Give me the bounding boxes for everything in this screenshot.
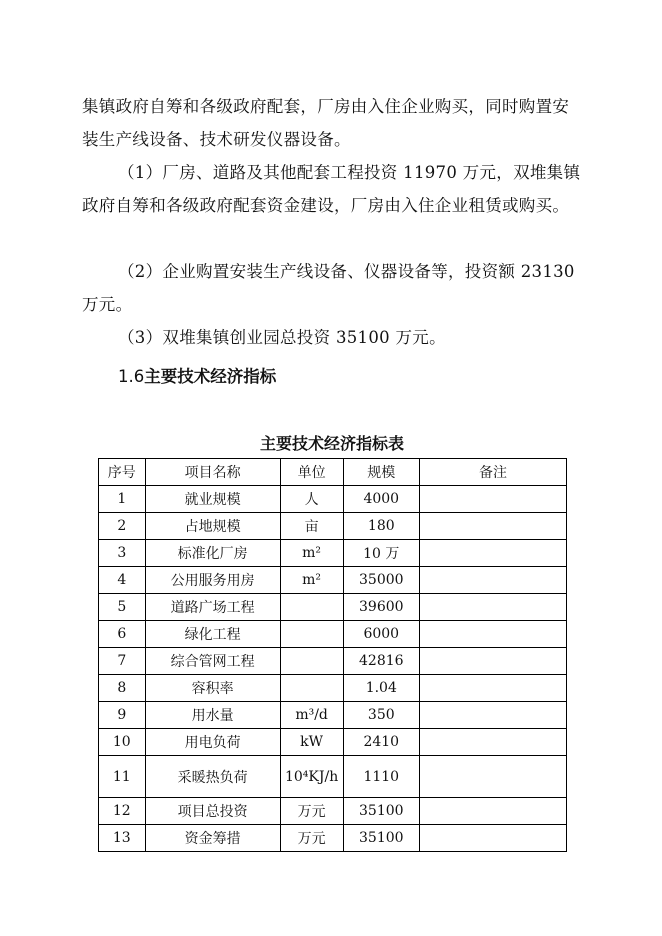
table-row	[99, 594, 567, 621]
cell-index: 4	[99, 567, 146, 594]
cell-index: 2	[99, 513, 146, 540]
cell-item-name: 标准化厂房	[145, 540, 280, 567]
cell-scale: 6000	[343, 621, 420, 648]
cell-unit	[280, 594, 343, 621]
paragraph-item-3: （3）双堆集镇创业园总投资 35100 万元。	[118, 328, 446, 347]
cell-remarks	[420, 675, 567, 702]
cell-unit	[280, 621, 343, 648]
cell-remarks	[420, 621, 567, 648]
table-row	[99, 756, 567, 798]
cell-item-name: 公用服务用房	[145, 567, 280, 594]
cell-unit: 人	[280, 486, 343, 513]
cell-index: 12	[99, 798, 146, 825]
cell-unit: 亩	[280, 513, 343, 540]
table-row	[99, 648, 567, 675]
header-remarks: 备注	[420, 459, 567, 486]
cell-remarks	[420, 825, 567, 852]
paragraph-intro: 集镇政府自筹和各级政府配套，厂房由入住企业购买，同时购置安装生产线设备、技术研发仪器设备。	[82, 97, 570, 149]
section-title: 主要技术经济指标	[144, 367, 277, 386]
cell-index: 6	[99, 621, 146, 648]
cell-item-name: 绿化工程	[145, 621, 280, 648]
cell-scale: 2410	[343, 729, 420, 756]
cell-scale: 39600	[343, 594, 420, 621]
cell-index: 5	[99, 594, 146, 621]
cell-item-name: 容积率	[145, 675, 280, 702]
cell-index: 11	[99, 756, 146, 798]
table-row	[99, 729, 567, 756]
cell-scale: 35000	[343, 567, 420, 594]
cell-item-name: 用电负荷	[145, 729, 280, 756]
cell-remarks	[420, 486, 567, 513]
table-title: 主要技术经济指标表	[259, 434, 404, 453]
cell-item-name: 采暖热负荷	[145, 756, 280, 798]
cell-remarks	[420, 513, 567, 540]
cell-scale: 1110	[343, 756, 420, 798]
cell-item-name: 占地规模	[145, 513, 280, 540]
cell-remarks	[420, 594, 567, 621]
cell-unit: m²	[280, 567, 343, 594]
cell-index: 1	[99, 486, 146, 513]
header-scale: 规模	[343, 459, 420, 486]
cell-remarks	[420, 756, 567, 798]
cell-item-name: 道路广场工程	[145, 594, 280, 621]
cell-remarks	[420, 648, 567, 675]
cell-remarks	[420, 702, 567, 729]
table-row	[99, 702, 567, 729]
section-number: 1.6	[118, 367, 145, 386]
cell-scale: 1.04	[343, 675, 420, 702]
cell-index: 7	[99, 648, 146, 675]
cell-scale: 350	[343, 702, 420, 729]
cell-index: 10	[99, 729, 146, 756]
cell-remarks	[420, 798, 567, 825]
header-unit: 单位	[280, 459, 343, 486]
cell-index: 13	[99, 825, 146, 852]
cell-item-name: 项目总投资	[145, 798, 280, 825]
paragraph-item-2: （2）企业购置安装生产线设备、仪器设备等，投资额 23130 万元。	[82, 262, 575, 314]
table-row	[99, 513, 567, 540]
cell-unit: 10⁴KJ/h	[280, 756, 343, 798]
cell-scale: 35100	[343, 825, 420, 852]
cell-scale: 180	[343, 513, 420, 540]
cell-unit	[280, 675, 343, 702]
cell-index: 9	[99, 702, 146, 729]
cell-item-name: 用水量	[145, 702, 280, 729]
cell-unit: 万元	[280, 825, 343, 852]
table-row	[99, 798, 567, 825]
cell-remarks	[420, 729, 567, 756]
cell-item-name: 综合管网工程	[145, 648, 280, 675]
cell-scale: 10 万	[343, 540, 420, 567]
header-index: 序号	[99, 459, 146, 486]
cell-unit: m³/d	[280, 702, 343, 729]
cell-remarks	[420, 540, 567, 567]
table-row	[99, 540, 567, 567]
cell-scale: 4000	[343, 486, 420, 513]
table-row	[99, 675, 567, 702]
indicators-table	[98, 458, 567, 852]
paragraph-item-1: （1）厂房、道路及其他配套工程投资 11970 万元，双堆集镇政府自筹和各级政府配套资金建设，厂房由入住企业租赁或购买。	[82, 163, 581, 215]
cell-scale: 35100	[343, 798, 420, 825]
cell-item-name: 就业规模	[145, 486, 280, 513]
table-header-row	[99, 459, 567, 486]
section-heading	[118, 364, 276, 390]
table-row	[99, 486, 567, 513]
cell-scale: 42816	[343, 648, 420, 675]
header-item-name: 项目名称	[145, 459, 280, 486]
cell-index: 8	[99, 675, 146, 702]
table-row	[99, 567, 567, 594]
table-row	[99, 825, 567, 852]
cell-remarks	[420, 567, 567, 594]
cell-unit	[280, 648, 343, 675]
cell-index: 3	[99, 540, 146, 567]
cell-unit: 万元	[280, 798, 343, 825]
table-row	[99, 621, 567, 648]
cell-unit: m²	[280, 540, 343, 567]
cell-item-name: 资金筹措	[145, 825, 280, 852]
cell-unit: kW	[280, 729, 343, 756]
